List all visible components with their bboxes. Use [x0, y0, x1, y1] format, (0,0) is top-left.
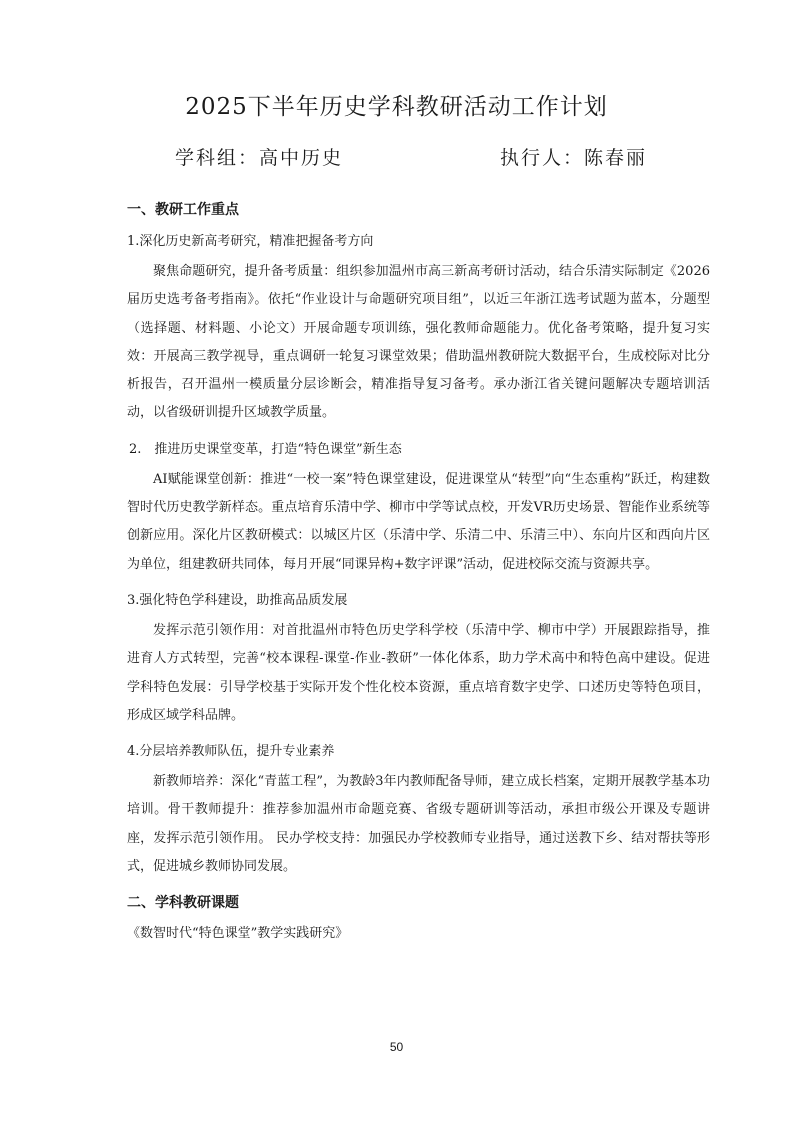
item-body: 聚焦命题研究，提升备考质量：组织参加温州市高三新高考研讨活动，结合乐清实际制定《2026届历史选考备考指南》。依托“作业设计与命题研究项目组”，以近三年浙江选考试题为蓝本，分题型（选择题、材料题、小论文）开展命题专项训练，强化教师命题能力。优化备考策略，提升复习实效：开展高三教学视导，重点调研一轮复习课堂效果；借助温州教研院大数据平台，生成校际对比分析报告，召开温州一模质量分层诊断会，精准指导复习备考。承办浙江省关键问题解决专题培训活动，以省级研训提升区域教学质量。	[127, 264, 710, 421]
research-topic: 《数智时代“特色课堂”教学实践研究》	[127, 926, 349, 942]
item-heading: 2. 推进历史课堂变革，打造“特色课堂”新生态	[129, 441, 402, 457]
page-number: 50	[389, 1040, 404, 1054]
item-body: 发挥示范引领作用：对首批温州市特色历史学科学校（乐清中学、柳市中学）开展跟踪指导，推进育人方式转型，完善“校本课程-课堂-作业-教研”一体化体系，助力学术高中和特色高中建设。促进学科特色发展：引导学校基于实际开发个性化校本资源，重点培育数字史学、口述历史等特色项目，形成区域学科品牌。	[127, 622, 710, 723]
item-heading: 3.强化特色学科建设，助推高品质发展	[127, 592, 348, 608]
item-heading: 1.深化历史新高考研究，精准把握备考方向	[127, 234, 374, 249]
section-heading-topic: 二、学科教研课题	[127, 895, 239, 912]
item-heading: 4.分层培养教师队伍，提升专业素养	[127, 744, 335, 760]
executor: 执行人：陈春丽	[500, 147, 648, 169]
document-title: 2025下半年历史学科教研活动工作计划	[185, 94, 608, 120]
subject-group: 学科组：高中历史	[175, 147, 344, 169]
document-body	[127, 194, 710, 949]
item-body: 新教师培养：深化“青蓝工程”，为教龄3年内教师配备导师，建立成长档案，定期开展教学基本功培训。骨干教师提升：推荐参加温州市命题竞赛、省级专题研训等活动，承担市级公开课及专题讲座，发挥示范引领作用。 民办学校支持：加强民办学校教师专业指导，通过送教下乡、结对帮扶等形式，促进城乡教师协同发展。	[127, 774, 710, 875]
item-body: AI赋能课堂创新：推进“一校一案”特色课堂建设，促进课堂从“转型”向“生态重构”跃迁，构建数智时代历史教学新样态。重点培育乐清中学、柳市中学等试点校，开发VR历史场景、智能作业系统等创新应用。深化片区教研模式：以城区片区（乐清中学、乐清二中、乐清三中）、东向片区和西向片区为单位，组建教研共同体，每月开展“同课异构+数字评课”活动，促进校际交流与资源共享。	[127, 471, 710, 572]
section-heading-focus: 一、教研工作重点	[127, 202, 239, 218]
